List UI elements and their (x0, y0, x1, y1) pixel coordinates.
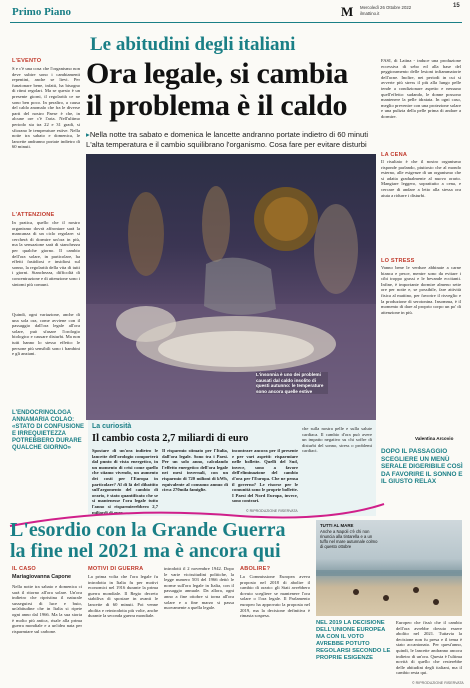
main-title-line2: il problema è il caldo (86, 89, 348, 122)
quote-box (12, 410, 84, 458)
quote-person: L'ENDOCRINOLOGA ANNAMARIA COLAO: (12, 410, 75, 423)
subtitle-line2: L'alta temperatura e il cambio squilibrano l'organismo. Cosa fare per evitare disturbi (86, 140, 367, 149)
date: Mercoledì 26 Ottobre 2022 (360, 5, 412, 10)
curiosita-col4: che sulla nostra pelle e sulla salute cardiaca. Il cambio d'ora può avere un impatto negativo su chi soffre di disturbi del sonno, stress o problemi cardiaci. (302, 426, 372, 454)
photo-caption: L'insonnia è uno dei problemi causati dal caldo insolito di questi autunno: le temperature sono ancora quelle estive (256, 372, 328, 394)
attention-label: L'ATTENZIONE (12, 212, 55, 218)
topic-title: Le abitudini degli italiani (90, 34, 296, 55)
curiosita-title: Il cambio costa 2,7 miliardi di euro (92, 433, 249, 444)
main-col3-text3: Vanno bene le verdure abbinate a carne bianca e pesce, mentre sono da evitare i cibi troppo grassi e le bevande eccitanti. Infine, è importante dormire almeno sette ore per notte e, se possibile, fare attività fisica al mattino, per favorire il risveglio e la produzione di serotonina. Insomma, è il momento di dare al proprio corpo un po' di attenzione in più. (381, 265, 461, 315)
main-col3-text: FASI, di Latina - induce una produzione eccessiva di sebo ed alla base del peggioramento delle lesioni infiammatorie dell'acne. Inoltre, nei periodi in cui si avverte più stress il più alla lungo pelle tende a condizionare aspetto e nessuno quell'effetto: sudando, le donne possono mantenere la pelle idratata. In ogni caso, meglio prevenire con una protezione solare e una pulizia della pelle prima di andare a dormire. (381, 58, 461, 119)
second-col5: Europeo che fissò che il cambio dell'ora avrebbe dovuto essere abolito nel 2021. Tuttavia la decisione non fu presa e il tema è stato accantonato. Per quest'anno, quindi, le lancette andranno ancora indietro di un'ora. Questa è l'ultima novità di quello che resterebbe delle abitudini degli italiani, ma il cambio resta qui. (396, 620, 462, 676)
site: ilmattino.it (360, 11, 380, 16)
beach-caption-title: TUTTI AL MARE (320, 523, 354, 528)
main-col1-text3: Quindi, ogni variazione, anche di una sola ora, come avviene con il passaggio dall'ora legale all'ora solare, può sfasare l'orologio biologico e causare disturbi. Ma non tutti hanno lo stesso effetto: le persone più sensibili sono i bambini e gli anziani. (12, 312, 80, 357)
second-signoff: © RIPRODUZIONE RISERVATA (412, 681, 464, 685)
subtitle-line1: ▸Nella notte tra sabato e domenica le lancette andranno portate indietro di 60 minuti (86, 130, 369, 139)
main-col1-text: S e c'è una cosa che l'organismo non deve subire sono i cambiamenti repentini, anche se lievi. Per funzionare bene, infatti, ha bisogno di ritmi regolari. Ma se questo è un presente giorni, il regolarità ce ne sono ben poco. In peraltro, a causa del caldo anomalo che fra le diverse parti del nostro Paese è che, in alcune ore c'è l'aria. Nell'ultimo periodo sta tra 22 e 31 gradi, si sfiorano le temperature estive. Nella notte tra sabato e domenica, le lancette andranno portate indietro di 60 minuti. (12, 66, 80, 150)
logo: M (341, 4, 354, 19)
second-pullquote: NEL 2019 LA DECISIONE DELL'UNIONE EUROPEA MA CON IL VOTO AVREBBE POTUTO REGOLARSI SECONDO LE PROPRIE ESIGENZE (316, 620, 391, 661)
main-headline (86, 58, 376, 122)
header-rule (10, 22, 462, 23)
main-col1-text2: In pratica, quello che il nostro organismo dovrà affrontare sarà la mancanza di un ciclo regolare: si cercherà di dormire un'ora in più, ma la sensazione sarà di stanchezza per qualche giorno. Il cambio dell'ora solare, in particolare, ha effetti fastidiosi e insidiosi sul sonno, la regolarità della vita di tutti i giorni. Stanchezza, difficoltà di concentrazione e di attenzione sono i sintomi più comuni. (12, 220, 80, 287)
event-label: L'EVENTO (12, 58, 42, 64)
main-subtitle (86, 130, 376, 150)
stress-label: LO STRESS (381, 258, 415, 264)
curiosita-col1: Spostare di un'ora indietro le lancette dell'orologio comporterà dal punto di vista energetico, in un momento di crisi come quello che stiamo vivendo, un aumento dei costi per l'Europa in particolare? Al di là del dibattito sull'argomento del cambio di orario, è stato quantificato che se si mantenesse l'ora legale tutto l'anno si risparmierebbero 2,7 miliardi di euro. (92, 448, 158, 514)
curiosita-signoff: © RIPRODUZIONE RISERVATA (246, 509, 298, 513)
photo-illustration (86, 154, 376, 420)
second-label: IL CASO (12, 566, 36, 572)
curiosita-col2: Il risparmio stimato per l'Italia, dall'ora legale. Sono tra i Paesi. Per un solo anno, calcolando l'effetto energetico dell'ora legale nei mesi invernali, con un risparmio di 720 milioni di kWh, equivalente al consumo annuo di circa 270mila famiglie. (162, 448, 228, 493)
beach-caption: Anche a Napoli c'è chi non rinuncia alla tintarella e a un tuffo nel mare autunnale colmo di questo ottobre (320, 529, 378, 549)
cena-label: LA CENA (381, 152, 408, 158)
section-name: Primo Piano (12, 6, 71, 18)
motivi-label: MOTIVI DI GUERRA (88, 566, 144, 572)
main-photo (86, 154, 376, 420)
abolire-label: ABOLIRE? (240, 566, 271, 572)
second-title-line1: L'esordio con la Grande Guerra (10, 519, 286, 541)
curiosita-label: La curiosità (92, 423, 132, 430)
curiosita-col3: incontrare ancora per il presente e per vari aspetti: risparmiare nelle bollette. Quelli del Sud, invece, sono a favore dell'eliminazione del cambio d'ora per l'Europa. Che ne pensa il governo? Le risorse per le comunità sono le proprie bollette. I Paesi del Nord Europa, invece, sono contrari. (232, 448, 298, 504)
main-title-line1: Ora legale, si cambia (86, 57, 348, 90)
section-header (0, 0, 470, 18)
second-col4: La Commissione Europea aveva proposto nel 2018 di abolire il cambio di orario: gli Stati avrebbero dovuto scegliere se mantenere l'ora solare o l'ora legale. Il Parlamento europeo ha approvato la proposta nel 2019, ma la decisione definitiva è rimasta sospesa. (240, 574, 310, 619)
quote-text: «STATO DI CONFUSIONE E IRREQUIETEZZA POTREBBERO DURARE QUALCHE GIORNO» (12, 424, 85, 451)
second-title-line2: la fine nel 2021 ma è ancora qui (10, 540, 281, 562)
main-col3-text2: Il risultato è che il nostro organismo risponde parlando, piuttosto che al mondo esterno, alle esigenze di un organismo che si adatta gradualmente al nuovo orario. Mangiare leggero, soprattutto a cena, e cercare di andare a letto alla stessa ora aiuta a ridurre i disturbi. (381, 159, 461, 198)
page-number: 15 (453, 3, 460, 9)
beach-photo (316, 520, 462, 616)
pullquote: DOPO IL PASSAGGIO SCEGLIERE UN MENÙ SERALE DIGERIBILE COSÌ DA FAVORIRE IL SONNO E IL GIUSTO RELAX (381, 448, 463, 486)
second-col1: Nella notte tra sabato e domenica ci sarà il ritorno all'ora solare. Un'ora indietro che ripristina il naturale susseguirsi di luce e buio, un'abitudine che in Italia si ripete ogni anno dal 1966. Ma la sua storia è molto più antica, risale alla prima guerra mondiale e a un'idea nata per risparmiare sul carbone. (12, 584, 82, 634)
second-byline: Mariagiovanna Capone (12, 574, 72, 580)
col3-signoff: Valentina Arcovio (415, 436, 454, 441)
second-col2: La prima volta che l'ora legale fu introdotta in Italia fu per motivi economici nel 1916 durante la prima guerra mondiale. Il Regio decreto stabiliva di spostare in avanti le lancette di 60 minuti. Poi venne abolita e reintrodotta più volte, anche durante la seconda guerra mondiale. (88, 574, 158, 619)
second-col3: introdotti il 2 novembre 1942. Dopo le varie vicissitudini politiche, la legge numero 503 del 1966 dettò le norme sull'ora legale in Italia, con il passaggio annuale. Da allora, ogni anno a fine ottobre si torna all'ora solare e a fine marzo si passa nuovamente a quella legale. (164, 566, 234, 611)
